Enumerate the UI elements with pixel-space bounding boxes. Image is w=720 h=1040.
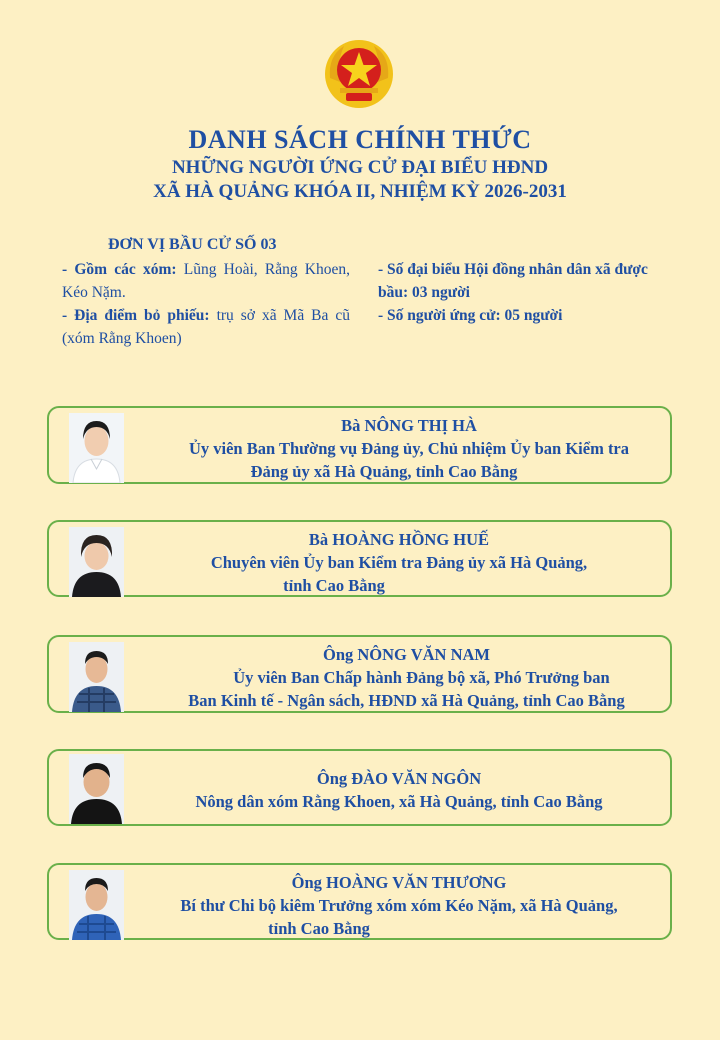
header [0, 124, 720, 204]
hamlets-line [62, 258, 350, 304]
candidate-text [149, 767, 649, 813]
candidate-title-line-2: Đảng ủy xã Hà Quảng, tỉnh Cao Bằng [250, 462, 518, 481]
candidate-text [149, 414, 669, 483]
candidate-title-line-1: Chuyên viên Ủy ban Kiểm tra Đảng ủy xã Hà Quảng, [210, 553, 588, 572]
hamlets-label: - Gồm các xóm: [62, 261, 177, 278]
place-label: - Địa điểm bỏ phiếu: [62, 307, 210, 324]
candidate-card [47, 520, 672, 597]
delegates-count: - Số đại biểu Hội đồng nhân dân xã được bầu: 03 người [378, 261, 648, 301]
candidates-count: - Số người ứng cử: 05 người [378, 307, 563, 324]
hamlets-value: Lũng Hoài, Rằng Khoen, Kéo Nặm. [62, 261, 351, 301]
candidate-title-line-1: Nông dân xóm Rằng Khoen, xã Hà Quảng, tỉnh Cao Bằng [195, 792, 603, 811]
candidate-title-line-2: tỉnh Cao Bằng [283, 576, 385, 595]
page-subtitle-2: XÃ HÀ QUẢNG KHÓA II, NHIỆM KỲ 2026-2031 [153, 181, 567, 202]
candidate-text [149, 528, 649, 597]
candidate-card [47, 406, 672, 484]
place-value: trụ sở xã Mã Ba cũ (xóm Rằng Khoen) [62, 307, 350, 347]
candidate-card [47, 863, 672, 940]
woman-portrait-white-shirt-photo [69, 413, 124, 483]
national-emblem-icon [322, 38, 396, 110]
place-line [62, 304, 350, 350]
candidate-title-line-1: Ủy viên Ban Chấp hành Đảng bộ xã, Phó Trưởng ban [233, 668, 610, 687]
candidate-title-line-2: Ban Kinh tế - Ngân sách, HĐND xã Hà Quảng, tỉnh Cao Bằng [188, 691, 625, 710]
candidate-title-line-2: tỉnh Cao Bằng [268, 919, 370, 938]
candidate-title-line-1: Bí thư Chi bộ kiêm Trưởng xóm xóm Kéo Nặm, xã Hà Quảng, [180, 896, 618, 915]
unit-left-info [62, 258, 350, 350]
unit-title: ĐƠN VỊ BẦU CỬ SỐ 03 [108, 236, 277, 253]
candidate-name: Bà HOÀNG HỒNG HUẾ [308, 530, 490, 549]
page-subtitle-1: NHỮNG NGƯỜI ỨNG CỬ ĐẠI BIỂU HĐND [171, 157, 549, 178]
candidate-name: Ông HOÀNG VĂN THƯƠNG [291, 873, 507, 892]
candidate-text [149, 643, 664, 712]
page-title: DANH SÁCH CHÍNH THỨC [188, 125, 532, 154]
candidate-card [47, 749, 672, 826]
candidate-name: Bà NÔNG THỊ HÀ [341, 416, 477, 435]
man-portrait-dark-jacket-photo [69, 754, 124, 824]
unit-right-info [378, 258, 668, 327]
candidate-name: Ông NÔNG VĂN NAM [323, 645, 490, 664]
candidate-name: Ông ĐÀO VĂN NGÔN [316, 769, 482, 788]
candidate-card [47, 635, 672, 713]
man-portrait-plaid-shirt-photo [69, 642, 124, 712]
candidate-title-line-1: Ủy viên Ban Thường vụ Đảng ủy, Chủ nhiệm Ủy ban Kiểm tra [188, 439, 630, 458]
man-portrait-blue-shirt-photo [69, 870, 124, 940]
woman-portrait-dark-jacket-photo [69, 527, 124, 597]
candidate-text [149, 871, 649, 940]
